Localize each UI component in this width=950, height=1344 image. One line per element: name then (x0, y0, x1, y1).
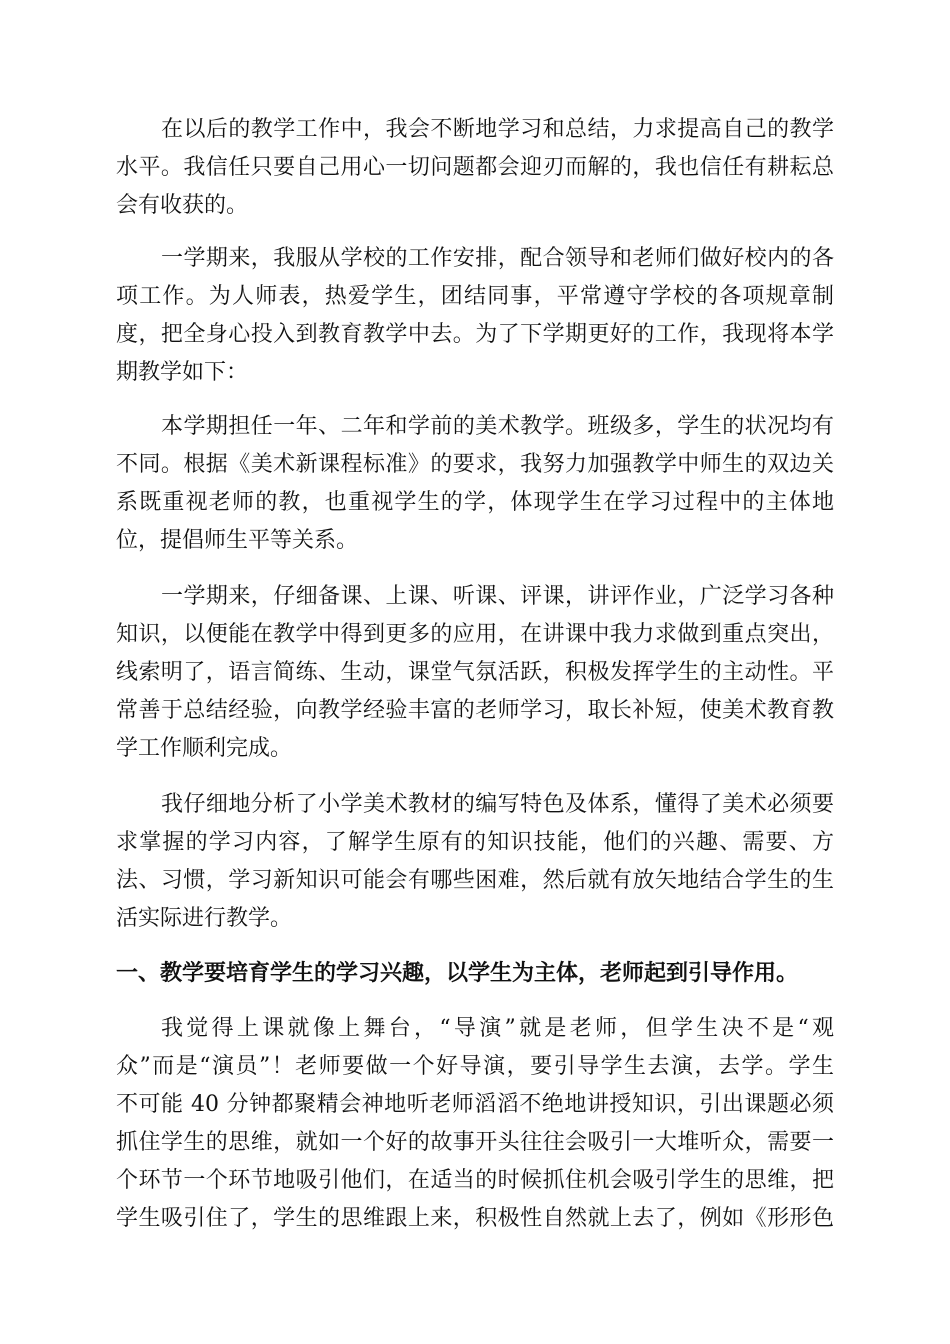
paragraph-line: 系既重视老师的教，也重视学生的学，体现学生在学习过程中的主体地 (116, 490, 834, 515)
paragraph-line: 在以后的教学工作中，我会不断地学习和总结，力求提高自己的教学 (161, 117, 834, 142)
paragraph-line: 学工作顺利完成。 (116, 736, 293, 761)
paragraph-4 (116, 578, 834, 768)
paragraph-line: 一学期来，我服从学校的工作安排，配合领导和老师们做好校内的各 (161, 246, 834, 271)
paragraph-5 (116, 786, 834, 938)
paragraph-line: 会有收获的。 (116, 193, 249, 218)
section-heading: 一、教学要培育学生的学习兴趣，以学生为主体，老师起到引导作用。 (116, 960, 799, 986)
paragraph-line: 抓住学生的思维，就如一个好的故事开头往往会吸引一大堆听众，需要一 (116, 1130, 834, 1155)
paragraph-line: 一学期来，仔细备课、上课、听课、评课，讲评作业，广泛学习各种 (161, 584, 834, 609)
paragraph-line: 期教学如下： (116, 360, 249, 385)
paragraph-6 (116, 1010, 834, 1238)
paragraph-line: 常善于总结经验，向教学经验丰富的老师学习，取长补短，使美术教育教 (116, 698, 834, 723)
paragraph-2 (116, 240, 834, 392)
paragraph-line: 个环节一个环节地吸引他们，在适当的时候抓住机会吸引学生的思维，把 (116, 1168, 834, 1193)
paragraph-line: 法、习惯，学习新知识可能会有哪些困难，然后就有放矢地结合学生的生 (116, 868, 834, 893)
paragraph-line: 线索明了，语言简练、生动，课堂气氛活跃，积极发挥学生的主动性。平 (116, 660, 834, 685)
paragraph-line: 位，提倡师生平等关系。 (116, 528, 359, 553)
paragraph-line: 众”而是“演员”！老师要做一个好导演，要引导学生去演，去学。学生 (116, 1054, 834, 1079)
paragraph-line: 求掌握的学习内容，了解学生原有的知识技能，他们的兴趣、需要、方 (116, 830, 834, 855)
paragraph-line: 水平。我信任只要自己用心一切问题都会迎刃而解的，我也信任有耕耘总 (116, 155, 834, 180)
paragraph-line: 不可能 40 分钟都聚精会神地听老师滔滔不绝地讲授知识，引出课题必须 (116, 1092, 834, 1117)
paragraph-line: 知识，以便能在教学中得到更多的应用，在讲课中我力求做到重点突出， (116, 622, 834, 647)
paragraph-line: 不同。根据《美术新课程标准》的要求，我努力加强教学中师生的双边关 (116, 452, 834, 477)
paragraph-line: 学生吸引住了，学生的思维跟上来，积极性自然就上去了，例如《形形色 (116, 1206, 834, 1231)
paragraph-line: 度，把全身心投入到教育教学中去。为了下学期更好的工作，我现将本学 (116, 322, 834, 347)
paragraph-line: 我觉得上课就像上舞台，“导演”就是老师，但学生决不是“观 (161, 1016, 834, 1041)
paragraph-1 (116, 111, 834, 225)
paragraph-line: 项工作。为人师表，热爱学生，团结同事，平常遵守学校的各项规章制 (116, 284, 834, 309)
paragraph-3 (116, 408, 834, 560)
paragraph-line: 我仔细地分析了小学美术教材的编写特色及体系，懂得了美术必须要 (161, 792, 834, 817)
paragraph-line: 本学期担任一年、二年和学前的美术教学。班级多，学生的状况均有 (161, 414, 834, 439)
paragraph-line: 活实际进行教学。 (116, 906, 293, 931)
